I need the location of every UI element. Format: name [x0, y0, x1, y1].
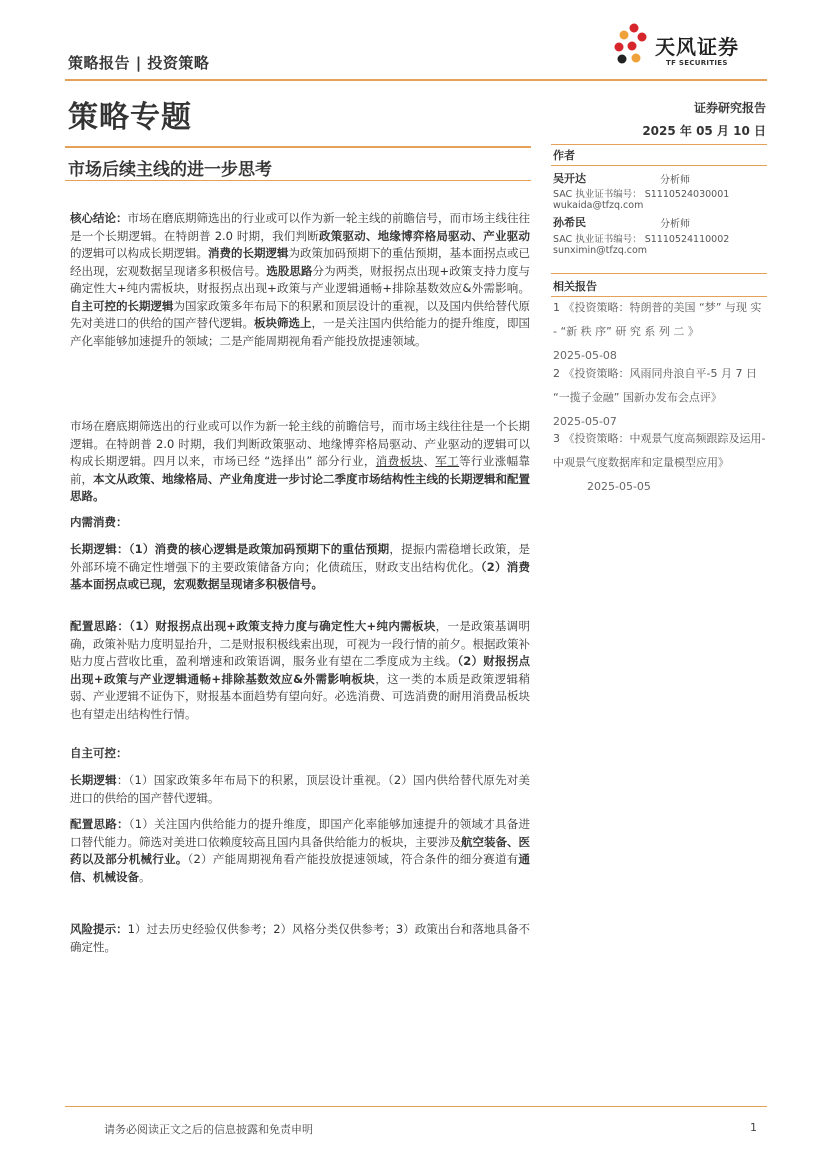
author-email[interactable]: wukaida@tfzq.com [553, 200, 644, 211]
section-heading-autonomy: 自主可控： [70, 746, 128, 760]
title-divider-bottom [65, 180, 531, 181]
intro-paragraph: 市场在磨底期筛选出的行业或可以作为新一轮主线的前瞻信号，而市场主线往往是一个长期逻辑。在特朗普 2.0 时期，我们判断政策驱动、地缘博弈格局驱动、产业驱动的逻辑可以构成长期逻辑。四月以来，市场已经 “选择出” 部分行业，消费板块、军工等行业涨幅靠前，本文从政策、地缘格局、产业角度进一步讨论二季度市场结构性主线的长期逻辑和配置思路。 [70, 419, 531, 503]
author-sac: SAC 执业证书编号： S1110524110002 [553, 234, 730, 245]
report-category: 策略报告 | 投资策略 [68, 54, 210, 72]
related-report-item[interactable]: 2 《投资策略：风雨同舟浪自平-5 月 7 日 “一揽子金融” 国新办发布会点评》 2025-05-07 [553, 367, 757, 428]
report-kind: 证券研究报告 [693, 101, 766, 115]
footer-disclaimer: 请务必阅读正文之后的信息披露和免责申明 [104, 1123, 313, 1136]
logo-flower-icon [612, 22, 656, 70]
title-divider-top [65, 146, 531, 148]
autonomy-long-logic: 长期逻辑：（1）国家政策多年布局下的积累，顶层设计重视。（2）国内供给替代原先对美进口的供给的国产替代逻辑。 [70, 773, 530, 805]
related-report-item[interactable]: 1 《投资策略：特朗普的美国 “梦” 与现 实 - “新 秩 序” 研 究 系 列 二 》 2025-05-08 [553, 301, 762, 362]
logo-text-en: TF SECURITIES [666, 59, 728, 67]
header-divider [65, 79, 767, 81]
page-title: 市场后续主线的进一步思考 [68, 160, 272, 180]
consumption-long-logic: 长期逻辑：（1）消费的核心逻辑是政策加码预期下的重估预期，提振内需稳增长政策，是外部环境不确定性增强下的主要政策储备方向；化债疏压，财政支出结构优化。（2）消费基本面拐点或已现，宏观数据呈现诸多积极信号。 [70, 542, 531, 591]
author-sac: SAC 执业证书编号： S1110524030001 [553, 189, 730, 200]
related-report-item[interactable]: 3 《投资策略：中观景气度高频跟踪及运用-中观景气度数据库和定量模型应用》 [553, 432, 766, 469]
core-conclusion: 核心结论：市场在磨底期筛选出的行业或可以作为新一轮主线的前瞻信号，而市场主线往往是一个长期逻辑。在特朗普 2.0 时期，我们判断政策驱动、地缘博弈格局驱动、产业驱动的逻辑可以构成长期逻辑。消费的长期逻辑为政策加码预期下的重估预期，基本面拐点或已经出现，宏观数据呈现诸多积极信号。选股思路分为两类，财报拐点出现+政策支持力度与确定性大+纯内需板块，财报拐点出现+政策与产业逻辑通畅+排除基数效应&外需影响。自主可控的长期逻辑为国家政策多年布局下的积累和顶层设计的重视，以及国内供给替代原先对美进口的供给的国产替代逻辑。板块筛选上，一是关注国内供给能力的提升维度，即国产化率能够加速提升的领域；二是产能周期视角看产能投放提速领域。 [70, 211, 531, 348]
consumption-allocation: 配置思路：（1）财报拐点出现+政策支持力度与确定性大+纯内需板块，一是政策基调明确，政策补贴力度明显抬升，二是财报积极线索出现，可视为一段行情的前夕。根据政策补贴力度占营收比重，盈利增速和政策语调，服务业有望在二季度成为主线。（2）财报拐点出现+政策与产业逻辑通畅+排除基数效应&外需影响板块，这一类的本质是政策逻辑稍弱、产业逻辑不证伪下，财报基本面趋势有望向好。必选消费、可选消费的耐用消费品板块也有望走出结构性行情。 [70, 619, 530, 721]
footer-divider [65, 1106, 767, 1107]
author-name: 吴开达 [553, 172, 586, 185]
authors-heading: 作者 [553, 149, 575, 162]
author-role: 分析师 [660, 219, 690, 230]
related-divider-top [551, 273, 767, 274]
author-email[interactable]: sunximin@tfzq.com [553, 245, 648, 256]
autonomy-allocation: 配置思路：（1）关注国内供给能力的提升维度，即国产化率能够加速提升的领域才具备进口替代能力。筛选对美进口依赖度较高且国内具备供给能力的板块，主要涉及航空装备、医药以及部分机械行业。（2）产能周期视角看产能投放提速领域，符合条件的细分赛道有通信、机械设备。 [70, 817, 531, 884]
risk-warning: 风险提示：1）过去历史经验仅供参考；2）风格分类仅供参考；3）政策出台和落地具备不确定性。 [70, 922, 530, 954]
report-date: 2025 年 05 月 10 日 [642, 124, 766, 138]
section-heading-consumption: 内需消费： [70, 515, 128, 529]
related-report-date: 2025-05-05 [587, 480, 651, 493]
authors-divider [551, 165, 767, 166]
author-name: 孙希民 [553, 216, 586, 229]
sidebar-divider-top [551, 144, 767, 145]
doc-type-heading: 策略专题 [68, 100, 192, 135]
author-role: 分析师 [660, 175, 690, 186]
logo-text-cn: 天风证券 [655, 35, 739, 59]
related-heading: 相关报告 [553, 280, 597, 293]
page-number: 1 [750, 1121, 757, 1134]
